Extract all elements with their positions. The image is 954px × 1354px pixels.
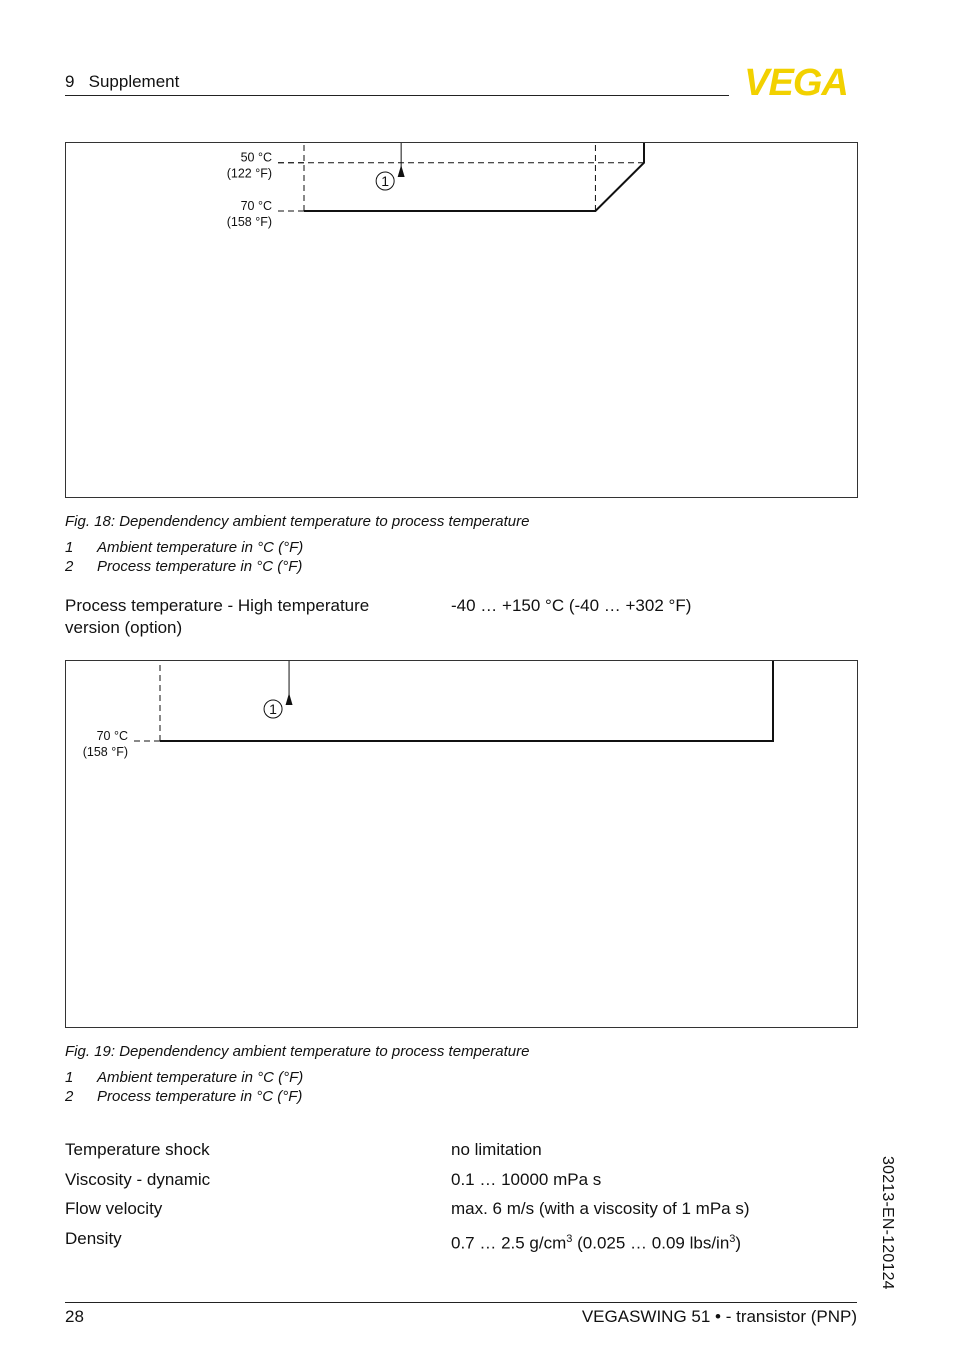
spec-high-temp-label (65, 595, 369, 639)
limit-curve (160, 661, 773, 741)
vega-logo (733, 64, 859, 98)
figure-19-chart (65, 660, 858, 1028)
spec-flow-velocity-value: max. 6 m/s (with a viscosity of 1 mPa s) (451, 1199, 750, 1218)
footer-rule (65, 1302, 857, 1303)
figure-19-legend-2 (65, 1088, 302, 1105)
density-sup-2: 3 (729, 1233, 736, 1245)
page-number: 28 (65, 1307, 84, 1326)
spec-flow-velocity-label: Flow velocity (65, 1199, 163, 1218)
y-axis-arrow (398, 165, 405, 177)
figure-18-caption: Fig. 18: Dependendency ambient temperature to process temperature (65, 513, 530, 530)
figure-19-legend-1 (65, 1069, 303, 1086)
legend-text: Ambient temperature in °C (°F) (97, 1069, 304, 1086)
y-tick-label-c: 70 °C (240, 199, 272, 213)
legend-number: 2 (65, 558, 74, 575)
spec-high-temp-label-line1: Process temperature - High temperature (65, 596, 370, 615)
y-tick-label-c: 50 °C (240, 150, 272, 165)
spec-high-temp-label-line2: version (option) (65, 618, 183, 637)
density-sup-1: 3 (566, 1233, 573, 1245)
limit-curve (304, 143, 644, 211)
legend-number: 1 (65, 539, 74, 556)
y-tick-label-f: (158 °F) (82, 745, 128, 759)
y-axis-arrow (286, 693, 293, 705)
document-id: 30213-EN-120124 (879, 1156, 896, 1290)
spec-viscosity-value: 0.1 … 10000 mPa s (451, 1170, 602, 1189)
spec-density-label: Density (65, 1229, 122, 1248)
legend-number: 1 (65, 1069, 74, 1086)
figure-19-svg (66, 661, 859, 1029)
density-part-3: ) (735, 1233, 742, 1253)
legend-number: 2 (65, 1088, 74, 1105)
spec-high-temp-value: -40 … +150 °C (-40 … +302 °F) (451, 596, 692, 615)
legend-text: Ambient temperature in °C (°F) (97, 539, 304, 556)
spec-temperature-shock-label: Temperature shock (65, 1140, 210, 1159)
figure-18-legend-1 (65, 539, 303, 556)
y-tick-label-f: (158 °F) (226, 215, 272, 229)
section-heading: 9 Supplement (65, 72, 180, 91)
marker-1-label: 1 (381, 173, 390, 189)
density-part-2: (0.025 … 0.09 lbs/in (572, 1233, 730, 1253)
figure-19-caption: Fig. 19: Dependendency ambient temperature to process temperature (65, 1043, 530, 1060)
spec-temperature-shock-value: no limitation (451, 1140, 542, 1159)
vega-logo-text: VEGA (744, 64, 848, 98)
density-part-1: 0.7 … 2.5 g/cm (451, 1233, 567, 1253)
figure-18-svg (66, 143, 859, 499)
figure-18-chart (65, 142, 858, 498)
legend-text: Process temperature in °C (°F) (97, 558, 303, 575)
header-rule (65, 95, 729, 96)
spec-density-value (451, 1228, 741, 1255)
figure-18-legend-2 (65, 558, 302, 575)
marker-1-label: 1 (269, 701, 277, 717)
y-tick-label-f: (122 °F) (226, 166, 272, 181)
legend-text: Process temperature in °C (°F) (97, 1088, 303, 1105)
y-tick-label-c: 70 °C (96, 729, 128, 743)
spec-viscosity-label: Viscosity - dynamic (65, 1170, 211, 1189)
footer-title: VEGASWING 51 • - transistor (PNP) (581, 1307, 857, 1326)
